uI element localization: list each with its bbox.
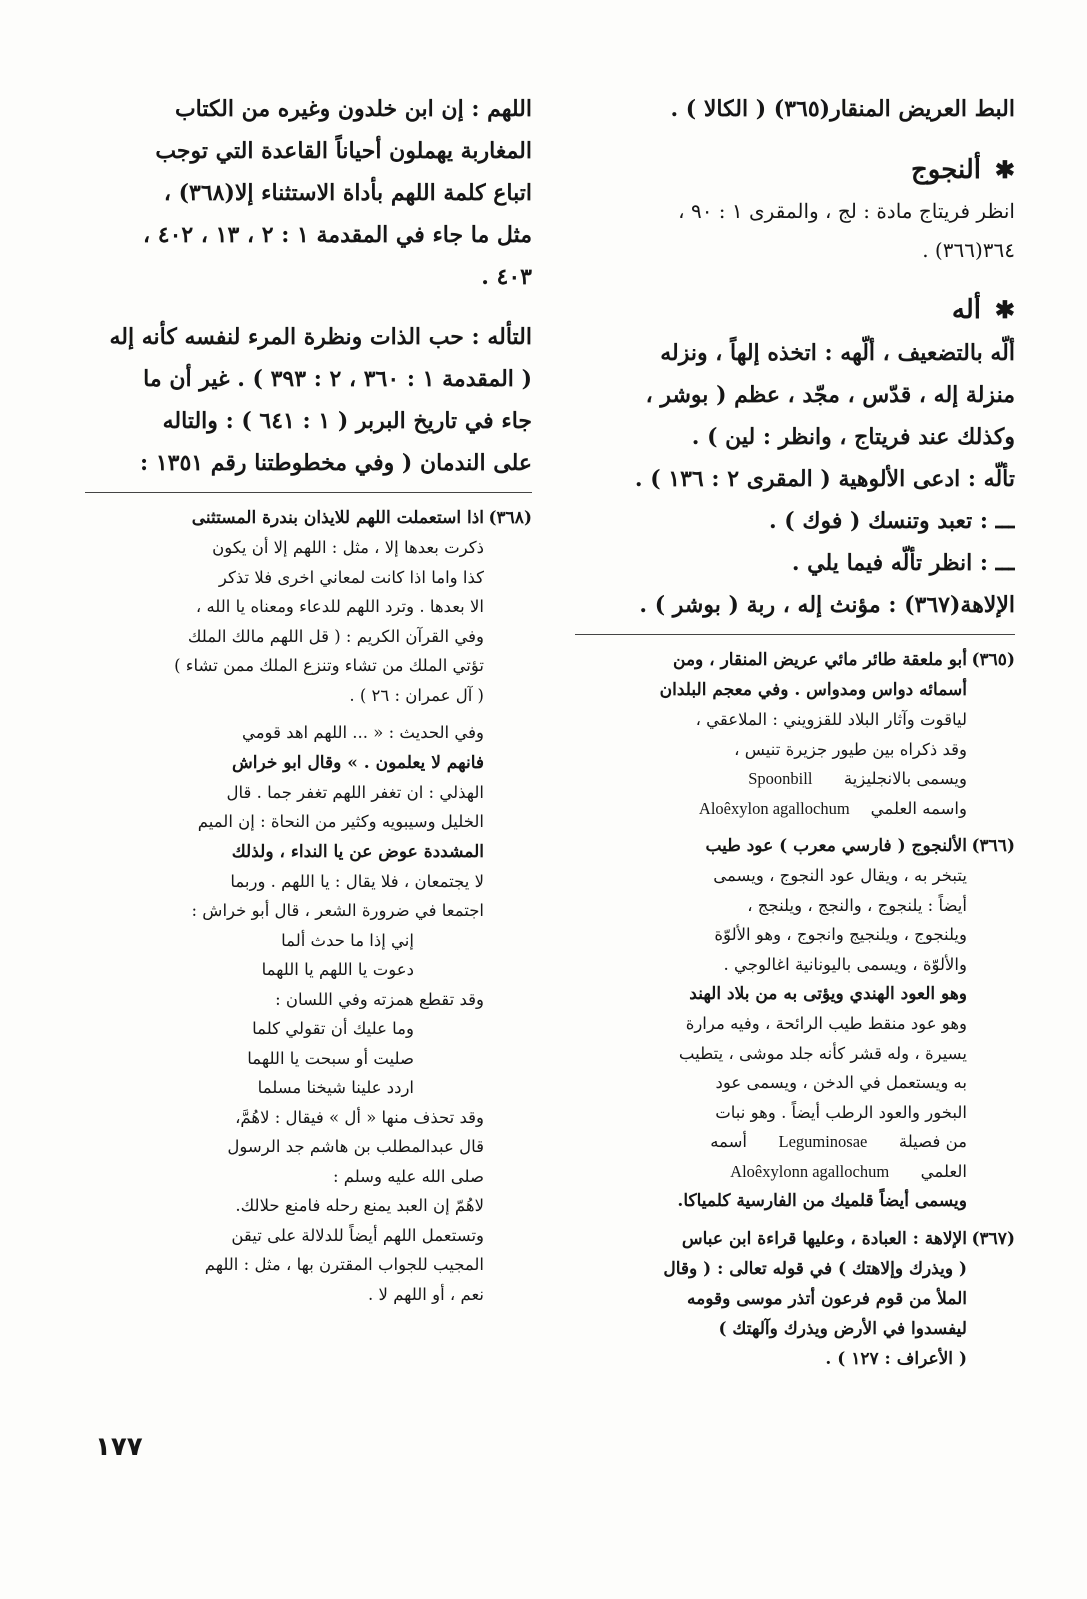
footnote-line: ( ويذرك وإلاهتك ) في قوله تعالى : ( وقال [663,1259,967,1279]
footnote-line: ( آل عمران : ٢٦ ) . [349,685,484,705]
footnote-line: يتبخر به ، ويقال عود النجوج ، ويسمى [713,866,967,885]
right-column [575,88,1015,1382]
latin-term: Leguminosae [778,1132,868,1151]
page-number: ١٧٧ [95,1432,143,1462]
poem-verses-2 [85,1014,484,1103]
footnote-number: (٣٦٨) [488,508,532,528]
footnote-line: ذكرت بعدها إلا ، مثل : اللهم إلا أن يكون [212,538,484,557]
footnote-line: ( الأعراف : ١٢٧ ) . [825,1349,967,1369]
left-column [85,88,532,1317]
footnote-divider [575,634,1015,635]
footnote-latin-row [575,1127,967,1157]
body-line: اللهم : إن ابن خلدون وغيره من الكتاب [174,96,532,122]
body-line: ( المقدمة ١ : ٣٦٠ ، ٢ : ٣٩٣ ) . غير أن ما [143,366,532,392]
latin-term: Spoonbill [748,769,813,788]
body-line: التأله : حب الذات ونظرة المرء لنفسه كأنه إله [109,324,532,350]
latin-term: Aloêxylon agallochum [698,798,850,818]
footnote-line: وقد ذكراه بين طيور جزيرة تنيس ، [734,739,967,759]
footnote-latin-row [575,1157,967,1187]
verse-line: لاهُمّ إن العبد يمنع رحله فامنع حلالك. [235,1196,484,1215]
footnote-line: وفي الحديث : « ... اللهم اهد قومي [241,723,484,742]
footnote-number: (٣٦٧) [971,1229,1015,1249]
arabic-part: ويسمى بالانجليزية [843,769,967,788]
footnote-latin-row [575,794,967,824]
footnote-line: ويسمى أيضاً قلميك من الفارسية كلمياكا. [677,1191,967,1211]
footnote-line: المجيب للجواب المقترن بها ، مثل : اللهم [204,1255,484,1274]
footnote-line: أسمائه دواس ومدواس . وفي معجم البلدان [659,680,967,700]
footnote-line: اجتمعا في ضرورة الشعر ، قال أبو خراش : [191,901,484,920]
asterisk-icon: ✱ [994,295,1015,324]
entry-line: ألّه بالتضعيف ، ألّهه : اتخذه إلهاً ، ونزله [660,340,1015,366]
body-line: على الندمان ( وفي مخطوطتنا رقم ١٣٥١ : [140,450,532,476]
headword-text: ألنجوج [911,155,981,185]
footnote-line: الا بعدها . وترد اللهم للدعاء ومعناه يا الله ، [195,597,484,616]
entry-line: تألّه : ادعى الألوهية ( المقرى ٢ : ١٣٦ ) . [634,466,1015,492]
footnote-line: قال عبدالمطلب بن هاشم جد الرسول [227,1137,484,1156]
footnote-line: لياقوت وآثار البلاد للقزويني : الملاعقي ، [695,710,967,729]
entry-line: الإلاهة(٣٦٧) : مؤنث إله ، ربة ( بوشر ) . [639,592,1015,618]
footnote-line: نعم ، أو اللهم لا . [368,1284,484,1304]
entry-line: منزلة إله ، قدّس ، مجّد ، عظم ( بوشر ، [645,382,1015,408]
footnote-line: وهو عود منقط طيب الرائحة ، وفيه مرارة [685,1014,967,1033]
entry-line: انظر فريتاج مادة : لج ، والمقرى ١ : ٩٠ ، [678,199,1015,223]
footnote-line: وقد تحذف منها « أل » فيقال : لاهُمَّ، [235,1107,484,1127]
footnote-line: فانهم لا يعلمون . » وقال ابو خراش [232,752,484,773]
footnote-line: أيضاً : يلنجوج ، والنجج ، ويلنجج ، [747,895,967,915]
footnote-line: لا يجتمعان ، فلا يقال : يا اللهم . وربما [230,871,484,891]
entry-line: ـــ : تعبد وتنسك ( فوك ) . [768,508,1015,534]
footnote-line: أبو ملعقة طائر مائي عريض المنقار ، ومن [673,650,967,670]
footnote-line: به ويستعمل في الدخن ، ويسمى عود [715,1073,967,1092]
footnote-line: ليفسدوا في الأرض ويذرك وآلهتك ) [718,1319,967,1339]
latin-term: Aloêxylonn agallochum [730,1161,890,1181]
headword-text: أله [951,295,981,325]
asterisk-icon: ✱ [994,155,1015,184]
footnote-368 [85,503,532,710]
footnote-365 [575,645,1015,823]
footnote-line: وهو العود الهندي ويؤتى به من بلاد الهند [689,984,967,1004]
footnote-number: (٣٦٥) [971,650,1015,670]
footnote-line: الهذلي : ان تغفر اللهم تغفر جما . قال [226,782,484,802]
footnote-line: اذا استعملت اللهم للايذان بندرة المستثنى [191,508,484,528]
footnote-line: والألوّة ، ويسمى باليونانية اغالوجي . [723,954,967,974]
poem-line: وما عليك أن تقولي كلما [252,1019,414,1038]
poem-line: صليت أو سبحت يا اللهما [247,1048,414,1068]
body-line: ٤٠٣ . [481,264,532,290]
footnote-line: الألنجوج ( فارسي معرب ) عود طيب [705,836,967,856]
poem-line: إني إذا ما حدث ألما [281,930,414,950]
poem-line: اردد علينا شيخنا مسلما [257,1078,414,1097]
paragraph-allahumma [85,88,532,298]
footnote-366 [575,831,1015,1216]
arabic-part: واسمه العلمي [870,798,967,818]
entry-line: ـــ : انظر تألّه فيما يلي . [791,550,1015,576]
footnote-line: تؤتي الملك من تشاء وتنزع الملك ممن تشاء ) [174,656,484,675]
footnote-line: صلى الله عليه وسلم : [332,1166,484,1186]
footnote-line: الملأ من قوم فرعون أتذر موسى وقومه [686,1289,967,1309]
body-line: مثل ما جاء في المقدمة ١ : ٢ ، ١٣ ، ٤٠٢ ، [143,222,532,248]
footnote-latin-row [575,764,967,794]
footnote-line: الخليل وسيبويه وكثير من النحاة : إن الميم [197,812,484,831]
footnote-line: المشددة عوض عن يا النداء ، ولذلك [231,841,484,862]
footnote-line: وقد تقطع همزته وفي اللسان : [275,989,484,1009]
footnote-line: الإلاهة : العبادة ، وعليها قراءة ابن عباس [681,1229,967,1249]
footnote-367 [575,1224,1015,1374]
footnote-line: البخور والعود الرطب أيضاً . وهو نبات [715,1102,967,1122]
footnote-line: وفي القرآن الكريم : ( قل اللهم مالك الملك [187,626,484,646]
intro-line: البط العريض المنقار(٣٦٥) ( الكالا ) . [670,96,1015,122]
arabic-part: العلمي [920,1161,967,1181]
body-line: المغاربة يهملون أحياناً القاعدة التي توجب [155,138,532,164]
entry-headword-alanjuj [575,148,1015,192]
body-line: جاء في تاريخ البربر ( ١ : ٦٤١ ) : والتاله [162,408,532,434]
entry-line: وكذلك عند فريتاج ، وانظر : لين ) . [691,424,1015,450]
paragraph-ta-alluh [85,316,532,484]
footnote-divider [85,492,532,493]
footnote-line: ويلنجوج ، ويلنجيج وانجوج ، وهو الألوّة [714,925,967,944]
arabic-part: أسمه [710,1132,747,1151]
footnote-number: (٣٦٦) [971,836,1015,856]
arabic-part: من فصيلة [898,1132,967,1151]
poem-line: دعوت يا اللهم يا اللهما [261,960,414,979]
footnote-line: كذا واما اذا كانت لمعاني اخرى فلا تذكر [218,567,484,587]
poem-verses-1 [85,926,484,985]
footnote-368-continued [85,718,532,1309]
footnote-line: وتستعمل اللهم أيضاً للدلالة على تيقن [231,1225,484,1245]
entry-headword-aleh [575,288,1015,332]
entry-line: ٣٦٤(٣٦٦) . [922,238,1015,262]
body-line: اتباع كلمة اللهم بأداة الاستثناء إلا(٣٦٨) ، [163,180,532,206]
footnote-line: يسيرة ، وله قشر كأنه جلد موشى ، يتطيب [678,1043,967,1063]
